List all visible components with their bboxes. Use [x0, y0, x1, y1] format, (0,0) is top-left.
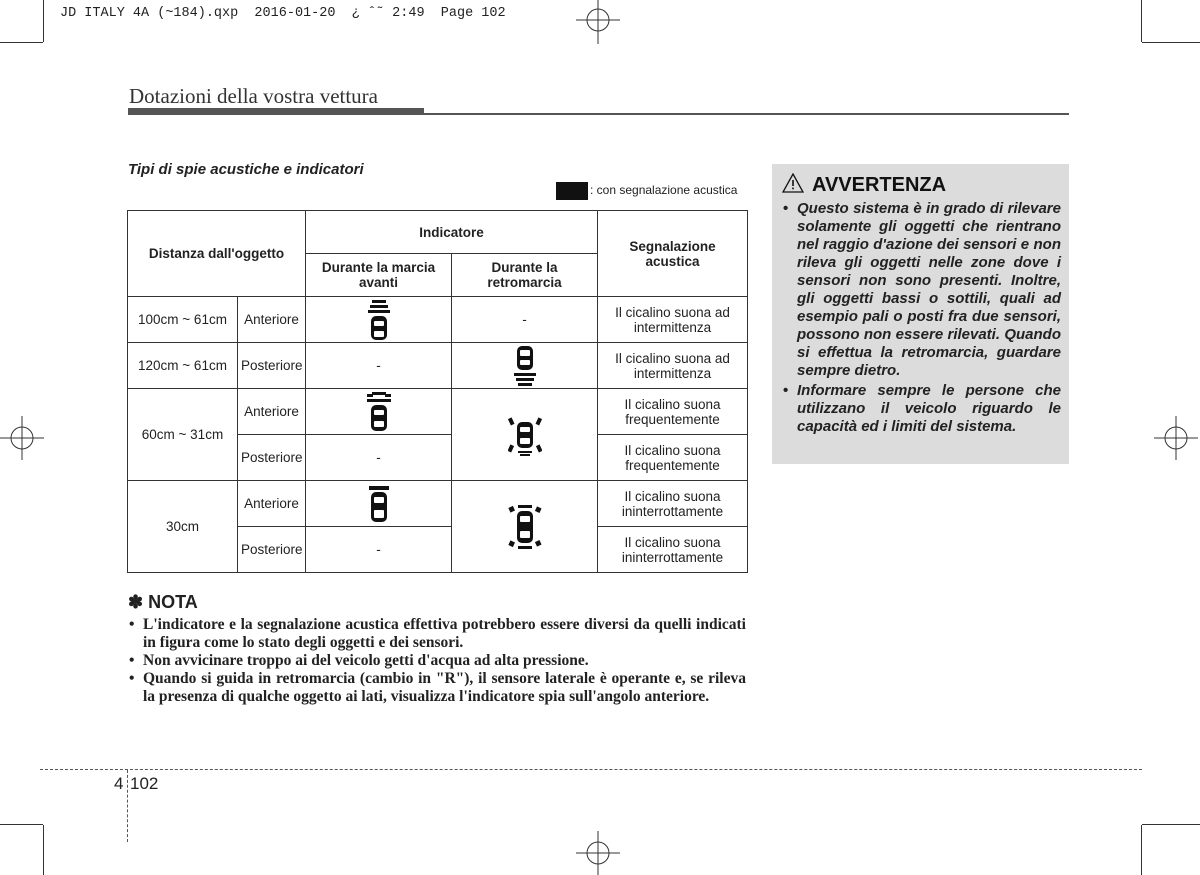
warning-box	[772, 164, 1069, 464]
car-rear-sensor-icon	[513, 345, 537, 387]
registration-mark-icon	[0, 416, 44, 460]
side-cell: Posteriore	[238, 435, 306, 481]
forward-indicator-cell: -	[306, 343, 452, 389]
registration-mark-icon	[576, 0, 620, 44]
warning-list	[781, 200, 1061, 438]
side-cell: Posteriore	[238, 343, 306, 389]
sound-cell: Il cicalino suona ininterrottamente	[598, 481, 748, 527]
list-item: • Quando si guida in retromarcia (cambio in "R"), il sensore laterale è operante e, se rileva la presenza di qualche oggetto ai lati, visualizza l'indicatore spia sull'angolo anteriore.	[128, 670, 746, 706]
table-row	[128, 297, 748, 343]
nota-list	[128, 616, 746, 706]
nota-title: ✽ NOTA	[128, 592, 198, 612]
warning-triangle-icon	[782, 173, 804, 193]
car-front-full-sensor-icon	[367, 485, 391, 523]
table-row	[128, 389, 748, 435]
crop-mark	[1141, 0, 1142, 42]
side-cell: Anteriore	[238, 481, 306, 527]
side-cell: Anteriore	[238, 297, 306, 343]
crop-mark	[43, 825, 44, 875]
header-distance: Distanza dall'oggetto	[128, 211, 306, 297]
car-all-full-sensor-icon	[508, 504, 542, 550]
registration-mark-icon	[1154, 416, 1198, 460]
distance-cell: 100cm ~ 61cm	[128, 297, 238, 343]
table-row	[128, 481, 748, 527]
header-forward: Durante la marcia avanti	[306, 254, 452, 297]
chapter-title: Dotazioni della vostra vettura	[129, 84, 378, 108]
page-number: 102	[130, 774, 159, 793]
distance-cell: 120cm ~ 61cm	[128, 343, 238, 389]
car-front-corner-sensor-icon	[365, 391, 393, 433]
forward-indicator-cell	[306, 481, 452, 527]
footer-rule	[40, 769, 1142, 770]
distance-cell: 60cm ~ 31cm	[128, 389, 238, 481]
crop-mark	[1142, 824, 1200, 825]
chapter-number: 4	[114, 774, 124, 793]
sound-cell: Il cicalino suona frequentemente	[598, 389, 748, 435]
crop-mark	[1141, 825, 1142, 875]
distance-cell: 30cm	[128, 481, 238, 573]
crop-mark	[43, 0, 44, 42]
list-item: • Non avvicinare troppo ai del veicolo getti d'acqua ad alta pressione.	[128, 652, 746, 670]
reverse-indicator-cell	[452, 389, 598, 481]
section-title: Tipi di spie acustiche e indicatori	[128, 161, 364, 178]
print-slug: JD ITALY 4A (~184).qxp 2016-01-20 ¿ ˆ˜ 2:49 Page 102	[60, 6, 506, 21]
warning-title: AVVERTENZA	[812, 174, 947, 196]
sound-cell: Il cicalino suona ad intermittenza	[598, 343, 748, 389]
list-item: • L'indicatore e la segnalazione acustica effettiva potrebbero essere diversi da quelli indicati in figura come lo stato degli oggetti e dei sensori.	[128, 616, 746, 652]
list-item: • Informare sempre le persone che utilizzano il veicolo riguardo le capacità ed i limiti del sistema.	[781, 382, 1061, 436]
forward-indicator-cell: -	[306, 435, 452, 481]
reverse-indicator-cell	[452, 343, 598, 389]
legend-text: : con segnalazione acustica	[590, 183, 738, 197]
table-row	[128, 343, 748, 389]
header-indicator: Indicatore	[306, 211, 598, 254]
sensor-indicator-table	[127, 210, 748, 573]
reverse-indicator-cell: -	[452, 297, 598, 343]
forward-indicator-cell	[306, 297, 452, 343]
sound-cell: Il cicalino suona ad intermittenza	[598, 297, 748, 343]
crop-mark	[1142, 42, 1200, 43]
car-front-sensor-icon	[367, 299, 391, 341]
car-all-corner-sensor-icon	[508, 413, 542, 457]
header-sound: Segnalazione acustica	[598, 211, 748, 297]
list-item: • Questo sistema è in grado di rilevare solamente gli oggetti che rientrano nel raggio d'azione dei sensori e non rileva gli oggetti nelle zone dove i sensori non sono presenti. Inoltre, gli oggetti bassi o sottili, quali ad esempio pali o posti fra due sensori, possono non essere rilevati. Quando si effettua la retromarcia, guardare sempre dietro.	[781, 200, 1061, 380]
header-rule	[128, 113, 1069, 115]
side-cell: Anteriore	[238, 389, 306, 435]
sound-cell: Il cicalino suona ininterrottamente	[598, 527, 748, 573]
header-reverse: Durante la retromarcia	[452, 254, 598, 297]
registration-mark-icon	[576, 831, 620, 875]
side-cell: Posteriore	[238, 527, 306, 573]
sound-cell: Il cicalino suona frequentemente	[598, 435, 748, 481]
crop-mark	[0, 824, 43, 825]
forward-indicator-cell: -	[306, 527, 452, 573]
forward-indicator-cell	[306, 389, 452, 435]
reverse-indicator-cell	[452, 481, 598, 573]
crop-mark	[0, 42, 43, 43]
footer-divider	[127, 770, 128, 842]
legend-swatch	[556, 182, 588, 200]
